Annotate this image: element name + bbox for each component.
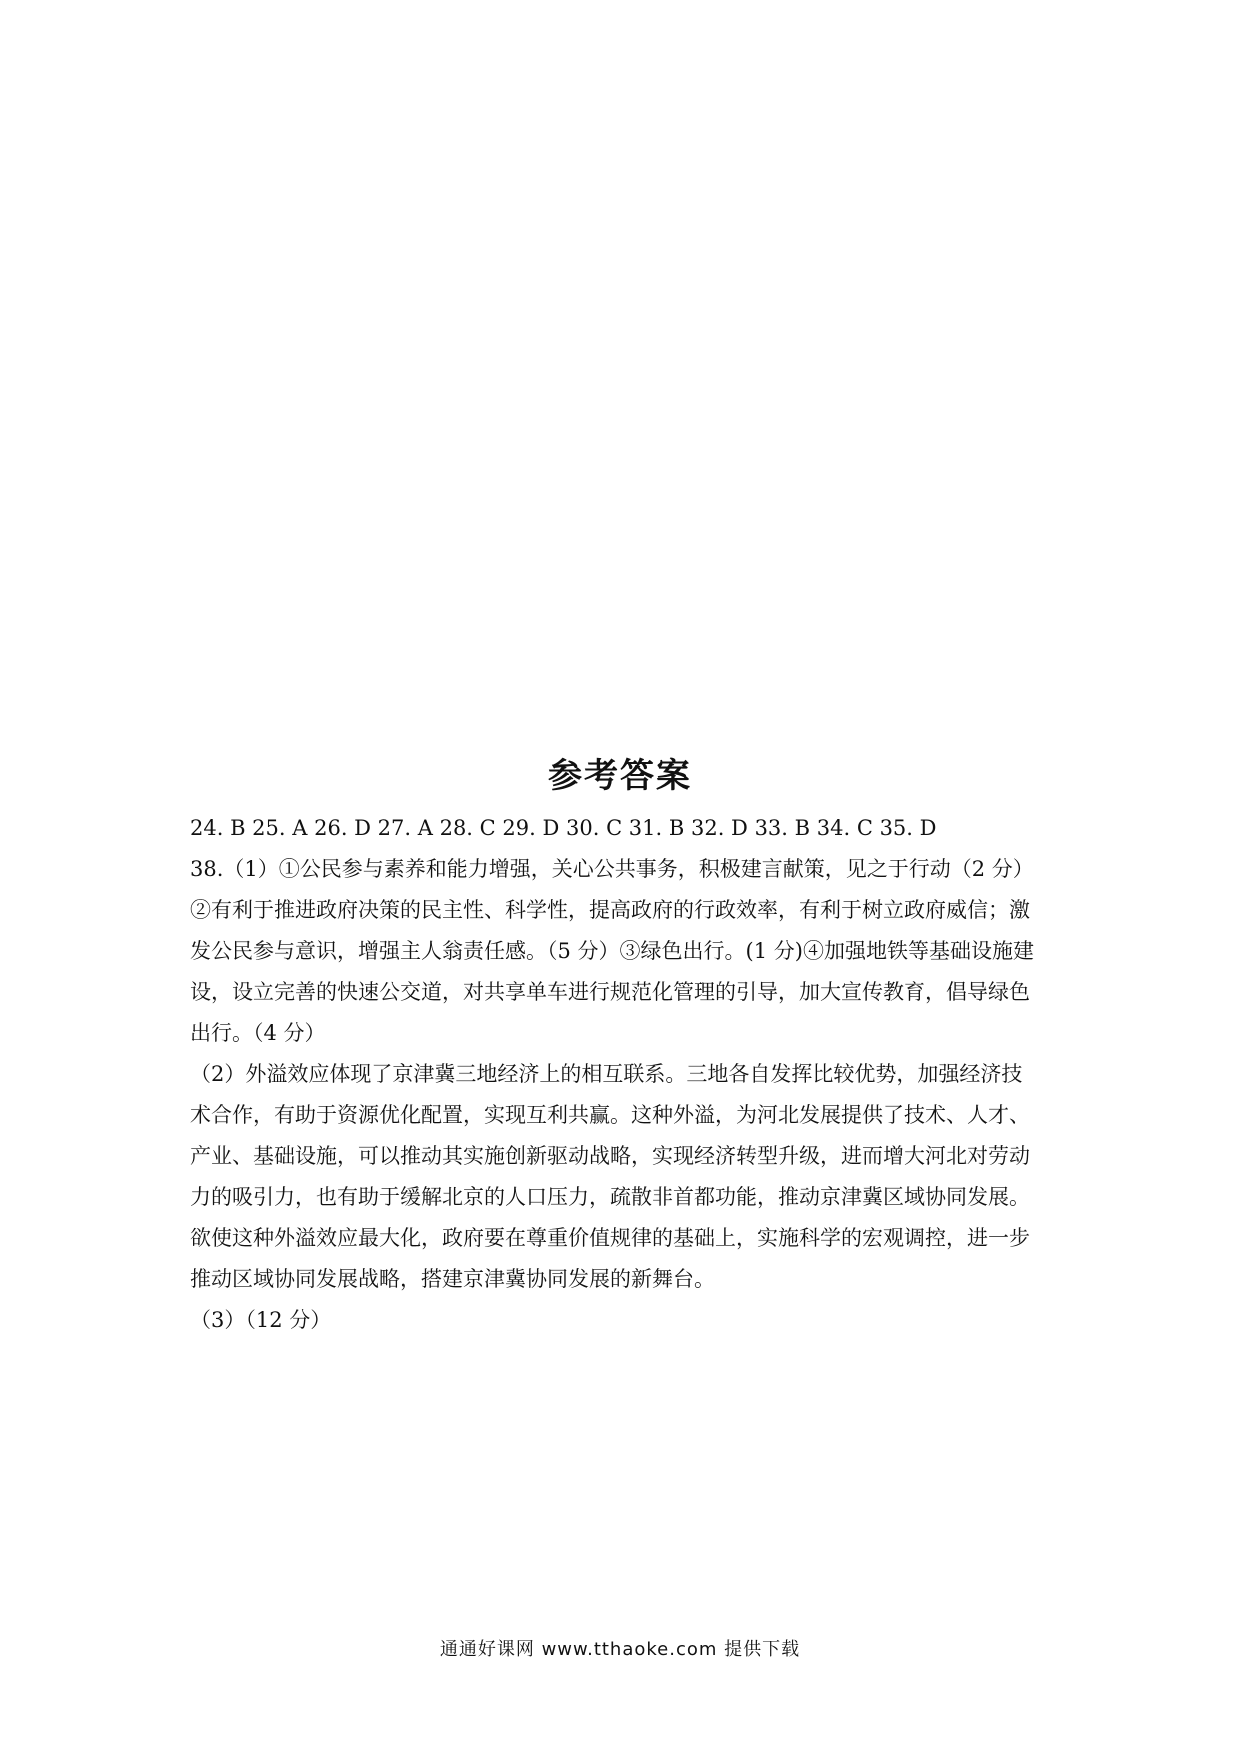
text-line: 38.（1）①公民参与素养和能力增强，关心公共事务，积极建言献策，见之于行动（2 分） bbox=[190, 857, 1034, 881]
text-line: 推动区域协同发展战略，搭建京津冀协同发展的新舞台。 bbox=[190, 1267, 715, 1291]
answer-content bbox=[190, 808, 1060, 1341]
text-line: 出行。（4 分） bbox=[190, 1021, 326, 1045]
q38-part2 bbox=[190, 1054, 1060, 1300]
text-line: 设，设立完善的快速公交道，对共享单车进行规范化管理的引导，加大宣传教育，倡导绿色 bbox=[190, 980, 1030, 1004]
page-footer: 通通好课网 www.tthaoke.com 提供下载 bbox=[439, 1639, 801, 1660]
text-line: 发公民参与意识，增强主人翁责任感。（5 分）③绿色出行。(1 分)④加强地铁等基础设施建 bbox=[190, 939, 1034, 963]
text-line: ②有利于推进政府决策的民主性、科学性，提高政府的行政效率，有利于树立政府威信；激 bbox=[190, 898, 1030, 922]
text-line: （2）外溢效应体现了京津冀三地经济上的相互联系。三地各自发挥比较优势，加强经济技 bbox=[190, 1062, 1023, 1086]
text-line: 产业、基础设施，可以推动其实施创新驱动战略，实现经济转型升级，进而增大河北对劳动 bbox=[190, 1144, 1030, 1168]
choice-answers-line: 24. B 25. A 26. D 27. A 28. C 29. D 30. C 31. B 32. D 33. B 34. C 35. D bbox=[190, 816, 937, 840]
q38-part3: （3）（12 分） bbox=[190, 1308, 332, 1332]
text-line: 力的吸引力，也有助于缓解北京的人口压力，疏散非首都功能，推动京津冀区域协同发展。 bbox=[190, 1185, 1030, 1209]
q38-part1 bbox=[190, 849, 1060, 1054]
text-line: 术合作，有助于资源优化配置，实现互利共赢。这种外溢，为河北发展提供了技术、人才、 bbox=[190, 1103, 1030, 1127]
text-line: 欲使这种外溢效应最大化，政府要在尊重价值规律的基础上，实施科学的宏观调控，进一步 bbox=[190, 1226, 1030, 1250]
page-title: 参考答案 bbox=[548, 756, 692, 796]
